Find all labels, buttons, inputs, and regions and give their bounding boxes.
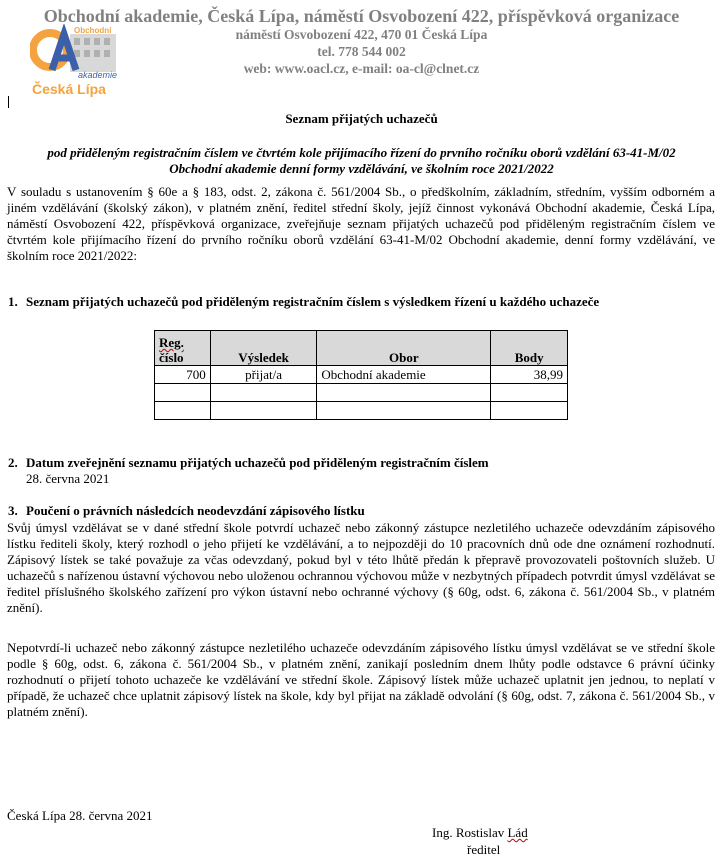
cell-obor: Obchodní akademie bbox=[317, 366, 491, 384]
table-row bbox=[155, 402, 568, 420]
signer-name-prefix: Ing. Rostislav bbox=[432, 825, 508, 840]
document-title: Seznam přijatých uchazečů bbox=[285, 111, 438, 126]
section-2-title: Datum zveřejnění seznamu přijatých uchazečů pod přiděleným registračním číslem bbox=[26, 455, 489, 470]
place-and-date: Česká Lípa 28. června 2021 bbox=[7, 808, 153, 823]
section-3-paragraph-1: Svůj úmysl vzdělávat se v dané střední škole potvrdí uchazeč nebo zákonný zástupce nezletilého uchazeče odevzdáním zápisového lístku řediteli školy, který rozhodl o jeho přijetí ke vzdělávání, a to nejpozději do 10 pracovních dnů ode dne oznámení rozhodnutí. Zápisový lístek se také považuje za včas odevzdaný, pokud byl v této lhůtě předán k přepravě provozovateli poštovních služeb. U uchazečů s nařízenou ústavní výchovou nebo uloženou ochrannou výchovou může v nezbytných případech potvrdit úmysl vzdělávat se ředitel příslušného školského zařízení pro výkon ústavní nebo ochranné výchovy (§ 60g, odst. 6, zákona č. 561/2004 Sb., v platném znění). bbox=[7, 520, 715, 615]
header-body: Body bbox=[491, 331, 568, 366]
logo-sub-text: akademie bbox=[78, 70, 118, 80]
text-cursor bbox=[8, 96, 9, 108]
cell-reg-cislo bbox=[155, 402, 211, 420]
cell-reg-cislo: 700 bbox=[155, 366, 211, 384]
cell-vysledek: přijat/a bbox=[210, 366, 317, 384]
cell-vysledek bbox=[210, 402, 317, 420]
publication-date: 28. června 2021 bbox=[26, 471, 110, 486]
cell-reg-cislo bbox=[155, 384, 211, 402]
section-3-title: Poučení o právních následcích neodevzdání zápisového lístku bbox=[26, 503, 365, 518]
header-reg-line2: číslo bbox=[159, 350, 184, 365]
signer-name bbox=[432, 825, 528, 841]
school-web-email: web: www.oacl.cz, e-mail: oa-cl@clnet.cz bbox=[243, 61, 480, 76]
section-1-heading bbox=[8, 294, 599, 310]
cell-obor bbox=[317, 402, 491, 420]
document-subtitle: pod přiděleným registračním číslem ve čtvrtém kole přijímacího řízení do prvního ročníku oborů vzdělání 63-41-M/02 Obchodní akademie denní formy vzdělávání, ve školním roce 2021/2022 bbox=[47, 145, 676, 176]
header-reg-cislo bbox=[155, 331, 211, 366]
section-2-heading bbox=[8, 455, 489, 471]
intro-paragraph: V souladu s ustanovením § 60e a § 183, odst. 2, zákona č. 561/2004 Sb., o předškolním, základním, středním, vyšším odborném a jiném vzdělávání (školský zákon), v platném znění, ředitel střední školy, jejíž činnost vykonává Obchodní akademie, Česká Lípa, náměstí Osvobození 422, příspěvková organizace, zveřejňuje seznam přijatých uchazečů pod přiděleným registračním číslem ve čtvrtém kole přijímacího řízení do prvního ročníku oborů vzdělání 63-41-M/02 Obchodní akademie, denní formy vzdělávání, ve školním roce 2021/2022: bbox=[7, 184, 715, 263]
results-table bbox=[154, 330, 568, 420]
cell-body bbox=[491, 384, 568, 402]
cell-body: 38,99 bbox=[491, 366, 568, 384]
section-3-number: 3. bbox=[8, 503, 18, 518]
table-header-row bbox=[155, 331, 568, 366]
signer-surname: Lád bbox=[507, 825, 528, 840]
header-reg-line1: Reg. bbox=[159, 335, 184, 350]
section-1-title: Seznam přijatých uchazečů pod přiděleným registračním číslem s výsledkem řízení u každého uchazeče bbox=[26, 294, 600, 309]
cell-body bbox=[491, 402, 568, 420]
table-row bbox=[155, 366, 568, 384]
signer-role: ředitel bbox=[467, 842, 501, 857]
cell-obor bbox=[317, 384, 491, 402]
header-obor: Obor bbox=[317, 331, 491, 366]
logo-top-text: Obchodní bbox=[74, 26, 112, 35]
section-1-number: 1. bbox=[8, 294, 18, 309]
table-row bbox=[155, 384, 568, 402]
cell-vysledek bbox=[210, 384, 317, 402]
logo-city-text: Česká Lípa bbox=[32, 81, 106, 97]
school-address: náměstí Osvobození 422, 470 01 Česká Lípa bbox=[235, 27, 488, 42]
section-2-number: 2. bbox=[8, 455, 18, 470]
section-3-paragraph-2: Nepotvrdí-li uchazeč nebo zákonný zástupce nezletilého uchazeče odevzdáním zápisového lístku úmysl vzdělávat se ve střední škole podle § 60g, odst. 6, zákona č. 561/2004 Sb., v platném znění, zanikají posledním dnem lhůty podle odstavce 6 právní účinky rozhodnutí o přijetí tohoto uchazeče ke vzdělávání ve střední škole. Zápisový lístek může uchazeč uplatnit jen jednou, to neplatí v případě, že uchazeč chce uplatnit zápisový lístek na škole, kdy byl přijat na základě odvolání (§ 60g, odst. 7, zákona č. 561/2004 Sb., v platném znění). bbox=[7, 640, 715, 719]
school-name: Obchodní akademie, Česká Lípa, náměstí Osvobození 422, příspěvková organizace bbox=[43, 6, 680, 26]
header-vysledek: Výsledek bbox=[210, 331, 317, 366]
section-3-heading bbox=[8, 503, 365, 519]
school-phone: tel. 778 544 002 bbox=[317, 44, 406, 59]
